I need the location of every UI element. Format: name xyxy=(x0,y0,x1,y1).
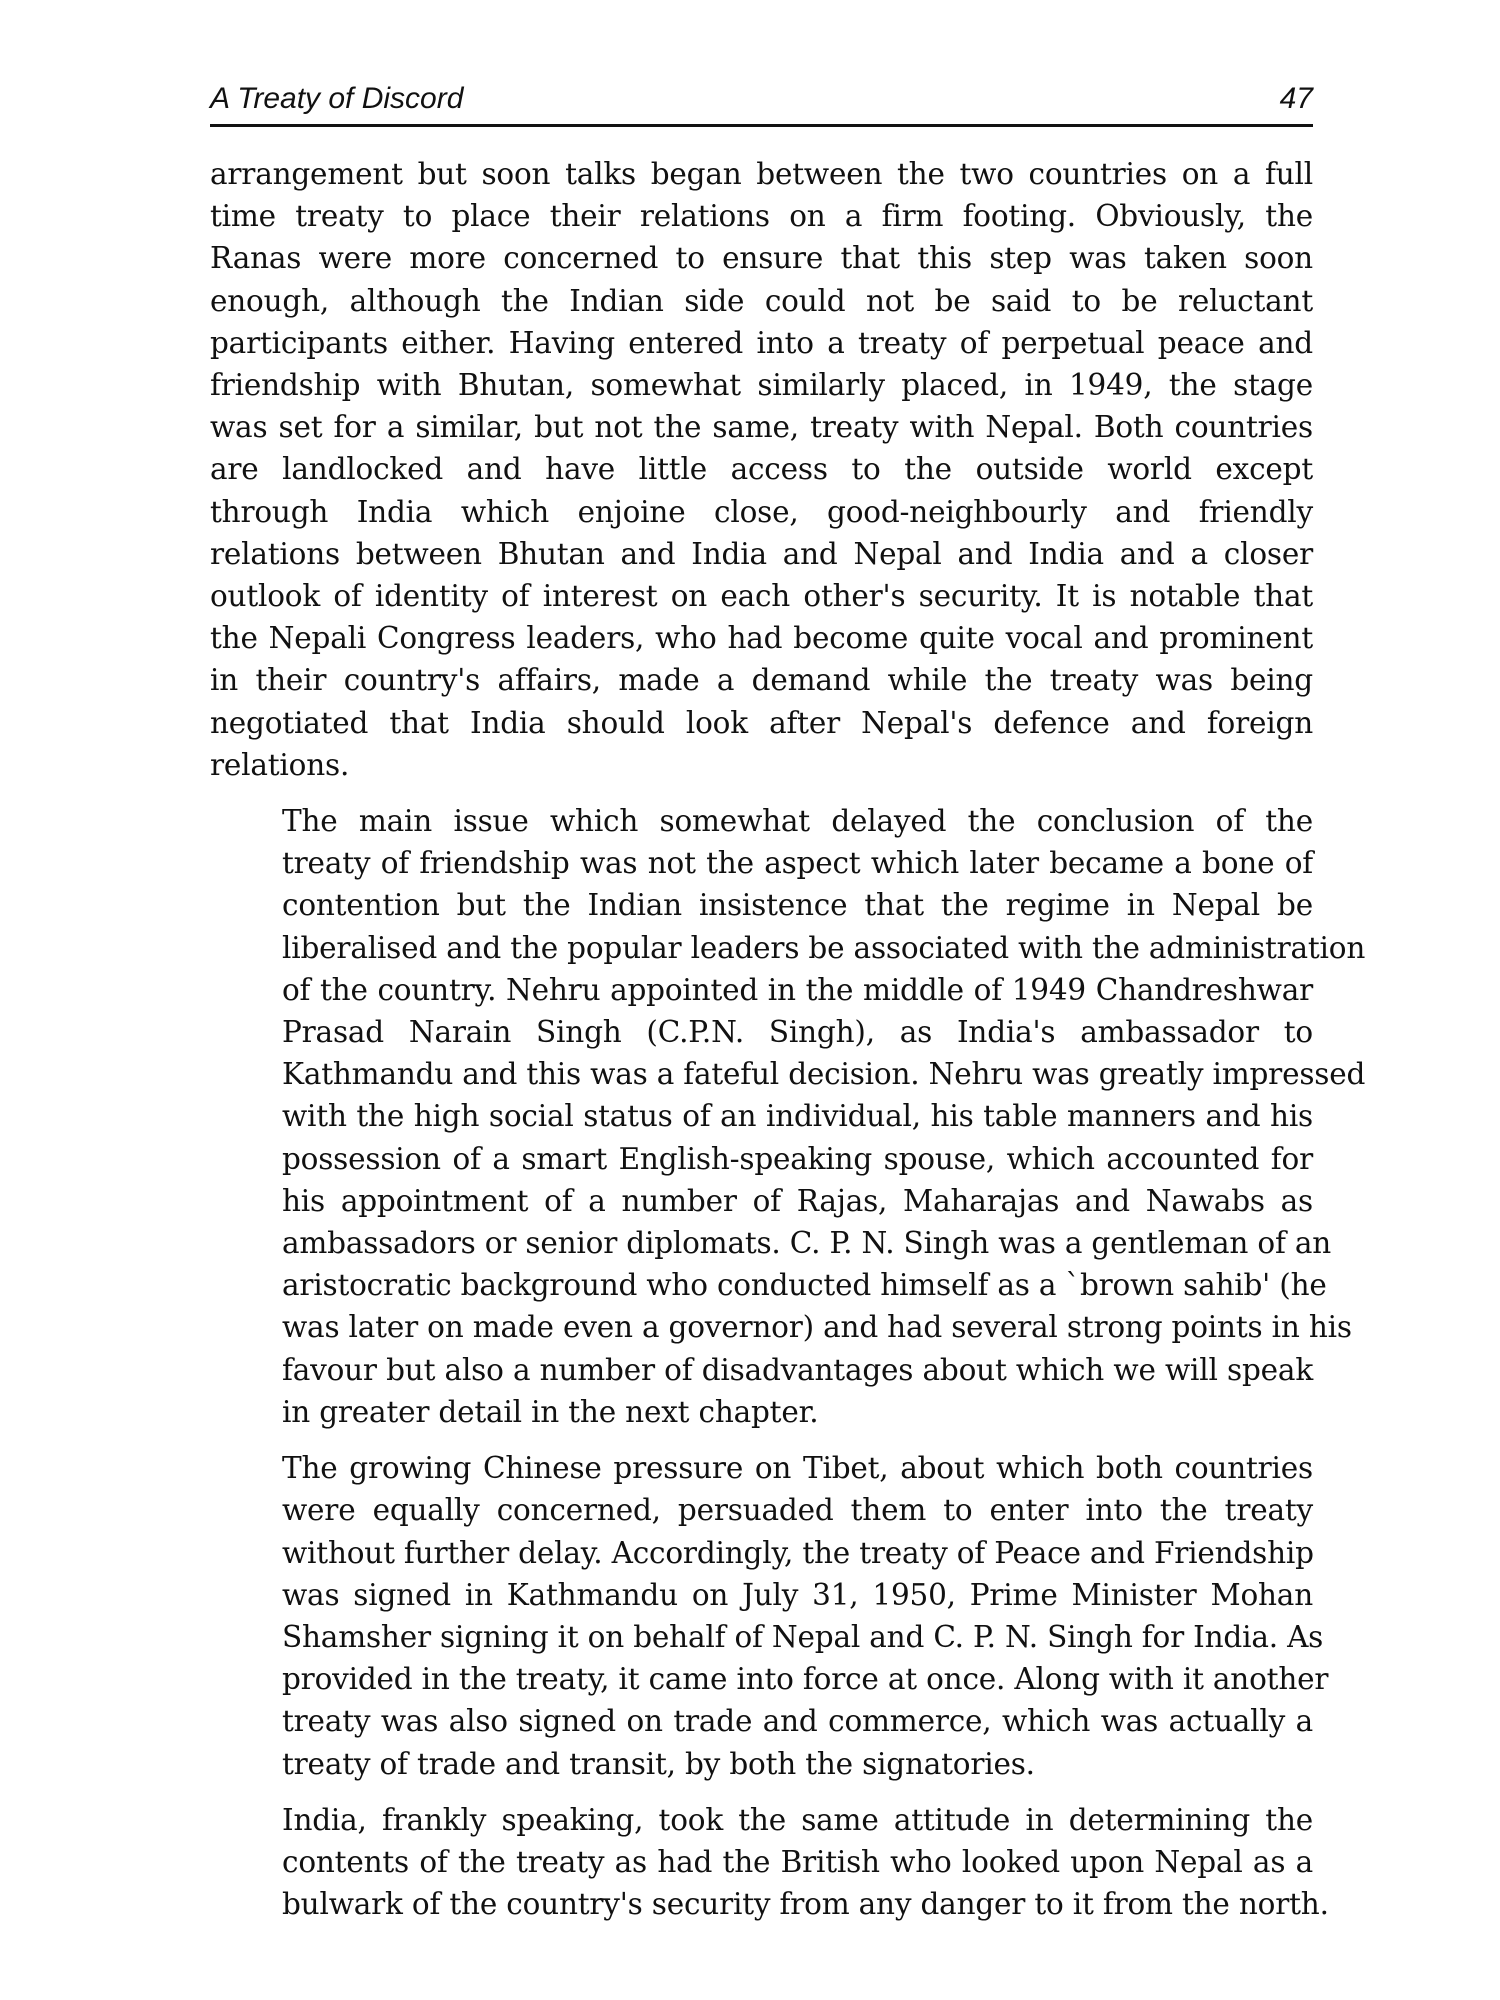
paragraph-line: Kathmandu and this was a fateful decision. Nehru was greatly impressed xyxy=(282,1057,1366,1092)
paragraph-line: Shamsher signing it on behalf of Nepal and C. P. N. Singh for India. As xyxy=(282,1619,1324,1654)
paragraph-line: bulwark of the country's security from any danger to it from the north. xyxy=(282,1887,1329,1922)
paragraph-line: favour but also a number of disadvantages about which we will speak xyxy=(282,1352,1313,1387)
paragraph-line: in greater detail in the next chapter. xyxy=(282,1394,819,1429)
paragraph-line: are landlocked and have little access to the outside world except xyxy=(210,452,1313,487)
paragraph-line: possession of a smart English-speaking spouse, which accounted for xyxy=(282,1141,1313,1176)
paragraph-line: treaty of friendship was not the aspect which later became a bone of xyxy=(282,846,1313,881)
paragraph-line: India, frankly speaking, took the same attitude in determining the xyxy=(282,1802,1313,1837)
paragraph-line: his appointment of a number of Rajas, Maharajas and Nawabs as xyxy=(282,1183,1313,1218)
paragraph-line: the Nepali Congress leaders, who had become quite vocal and prominent xyxy=(210,621,1313,656)
paragraph-1 xyxy=(210,153,1313,786)
paragraph-line: treaty of trade and transit, by both the signatories. xyxy=(282,1746,1035,1781)
paragraph-line: arrangement but soon talks began between the two countries on a full xyxy=(210,157,1313,191)
paragraph-line: in their country's affairs, made a demand while the treaty was being xyxy=(210,663,1313,698)
paragraph-line: The growing Chinese pressure on Tibet, about which both countries xyxy=(282,1451,1313,1486)
paragraph-2 xyxy=(210,800,1366,1433)
page-number: 47 xyxy=(1279,82,1313,115)
paragraph-line: enough, although the Indian side could not be said to be reluctant xyxy=(210,283,1313,318)
paragraph-line: were equally concerned, persuaded them to enter into the treaty xyxy=(282,1493,1313,1528)
paragraph-line: liberalised and the popular leaders be associated with the administration xyxy=(282,930,1366,965)
paragraph-line: aristocratic background who conducted himself as a `brown sahib' (he xyxy=(282,1268,1327,1303)
paragraph-line: relations between Bhutan and India and Nepal and India and a closer xyxy=(210,536,1313,571)
paragraph-line: through India which enjoine close, good-neighbourly and friendly xyxy=(210,494,1313,529)
paragraph-line: negotiated that India should look after Nepal's defence and foreign xyxy=(210,705,1313,740)
paragraph-line: provided in the treaty, it came into force at once. Along with it another xyxy=(282,1662,1329,1697)
paragraph-line: The main issue which somewhat delayed the conclusion of the xyxy=(282,804,1313,839)
paragraph-line: time treaty to place their relations on a firm footing. Obviously, the xyxy=(210,199,1313,234)
paragraph-line: treaty was also signed on trade and commerce, which was actually a xyxy=(282,1704,1313,1739)
paragraph-line: Prasad Narain Singh (C.P.N. Singh), as India's ambassador to xyxy=(282,1015,1313,1050)
paragraph-line: friendship with Bhutan, somewhat similarly placed, in 1949, the stage xyxy=(210,368,1313,403)
paragraph-4 xyxy=(210,1799,1329,1926)
paragraph-line: was later on made even a governor) and had several strong points in his xyxy=(282,1310,1352,1345)
paragraph-3 xyxy=(210,1447,1329,1785)
paragraph-line: of the country. Nehru appointed in the middle of 1949 Chandreshwar xyxy=(282,972,1313,1007)
paragraph-line: participants either. Having entered into a treaty of perpetual peace and xyxy=(210,325,1313,360)
paragraph-line: contention but the Indian insistence that the regime in Nepal be xyxy=(282,888,1313,923)
body-text xyxy=(210,153,1366,1925)
paragraph-line: was set for a similar, but not the same, treaty with Nepal. Both countries xyxy=(210,410,1313,445)
running-header xyxy=(210,80,1313,127)
paragraph-line: relations. xyxy=(210,747,350,782)
paragraph-line: without further delay. Accordingly, the treaty of Peace and Friendship xyxy=(282,1535,1314,1570)
running-title: A Treaty of Discord xyxy=(210,82,464,115)
paragraph-line: was signed in Kathmandu on July 31, 1950, Prime Minister Mohan xyxy=(282,1577,1313,1612)
paragraph-line: ambassadors or senior diplomats. C. P. N. Singh was a gentleman of an xyxy=(282,1226,1332,1261)
paragraph-line: outlook of identity of interest on each other's security. It is notable that xyxy=(210,579,1313,614)
paragraph-line: Ranas were more concerned to ensure that this step was taken soon xyxy=(210,241,1313,276)
paragraph-line: with the high social status of an individual, his table manners and his xyxy=(282,1099,1313,1134)
paragraph-line: contents of the treaty as had the British who looked upon Nepal as a xyxy=(282,1844,1313,1879)
